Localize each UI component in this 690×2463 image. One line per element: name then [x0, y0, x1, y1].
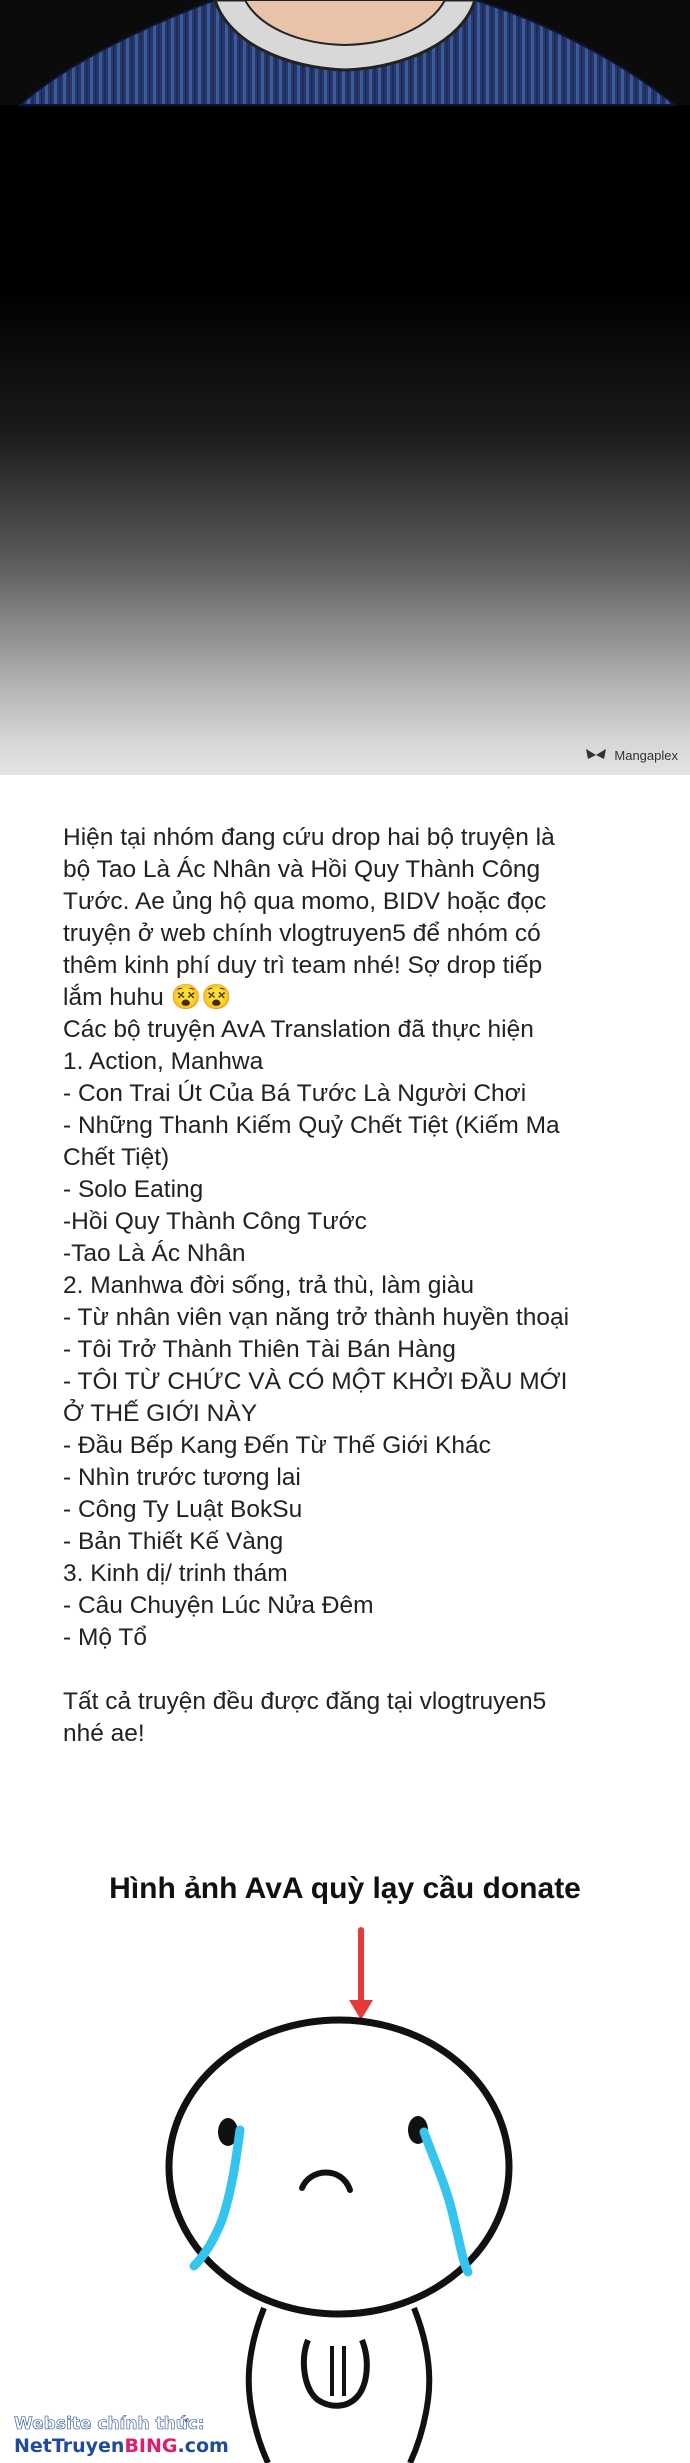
list-item: - Câu Chuyện Lúc Nửa Đêm — [63, 1592, 374, 1619]
note-line: bộ Tao Là Ác Nhân và Hồi Quy Thành Công — [63, 856, 541, 883]
category-heading: 3. Kinh dị/ trinh thám — [63, 1560, 288, 1587]
watermark-line2 — [14, 2435, 229, 2457]
note-line: thêm kinh phí duy trì team nhé! Sợ drop tiếp — [63, 952, 543, 979]
list-item: - TÔI TỪ CHỨC VÀ CÓ MỘT KHỞI ĐẦU MỚI — [63, 1368, 568, 1395]
list-item: - Đầu Bếp Kang Đến Từ Thế Giới Khác — [63, 1432, 491, 1459]
note-line: Hiện tại nhóm đang cứu drop hai bộ truyện là — [63, 824, 555, 851]
closing-line: Tất cả truyện đều được đăng tại vlogtruyen5 — [63, 1688, 547, 1715]
character-shirt-illustration — [0, 0, 690, 775]
list-item: - Nhìn trước tương lai — [63, 1464, 301, 1491]
character-head — [169, 2020, 509, 2314]
list-item: - Công Ty Luật BokSu — [63, 1496, 303, 1523]
note-line: lắm huhu 😵😵 — [63, 984, 232, 1011]
list-item: - Mộ Tổ — [63, 1624, 147, 1651]
list-heading: Các bộ truyện AvA Translation đã thực hiện — [63, 1016, 534, 1043]
list-item: - Con Trai Út Của Bá Tước Là Người Chơi — [63, 1080, 527, 1107]
red-arrow-icon — [349, 1930, 373, 2020]
list-item: - Từ nhân viên vạn năng trở thành huyền thoại — [63, 1304, 570, 1331]
list-item: - Bản Thiết Kế Vàng — [63, 1528, 284, 1555]
publisher-watermark — [584, 747, 678, 763]
watermark-prefix: NetTruyen — [14, 2435, 125, 2457]
closing-line: nhé ae! — [63, 1720, 145, 1747]
watermark-line1: Website chính thức: — [14, 2414, 205, 2434]
note-line: truyện ở web chính vlogtruyen5 để nhóm có — [63, 920, 541, 947]
category-heading: 2. Manhwa đời sống, trả thù, làm giàu — [63, 1272, 475, 1299]
list-item: - Những Thanh Kiếm Quỷ Chết Tiệt (Kiếm Ma — [63, 1112, 560, 1139]
list-item: -Hồi Quy Thành Công Tước — [63, 1208, 367, 1235]
list-item: -Tao Là Ác Nhân — [63, 1240, 246, 1267]
manga-panel — [0, 0, 690, 775]
list-item: Chết Tiệt) — [63, 1144, 170, 1171]
note-line: Tước. Ae ủng hộ qua momo, BIDV hoặc đọc — [63, 888, 547, 915]
spacer — [63, 1654, 643, 1686]
watermark-suffix: .com — [177, 2435, 229, 2457]
category-heading: 1. Action, Manhwa — [63, 1048, 264, 1075]
list-item: Ở THẾ GIỚI NÀY — [63, 1400, 258, 1427]
watermark-accent: BING — [124, 2435, 178, 2457]
publisher-name: Mangaplex — [614, 747, 678, 763]
crying-character-drawing — [0, 1920, 690, 2463]
donate-caption: Hình ảnh AvA quỳ lạy cầu donate — [109, 1872, 581, 1905]
list-item: - Solo Eating — [63, 1176, 204, 1203]
butterfly-logo-icon — [584, 747, 608, 763]
character-hands — [304, 2340, 367, 2406]
site-watermark — [14, 2413, 229, 2457]
translator-note — [63, 822, 643, 1750]
character-body — [249, 2308, 268, 2463]
list-item: - Tôi Trở Thành Thiên Tài Bán Hàng — [63, 1336, 456, 1363]
